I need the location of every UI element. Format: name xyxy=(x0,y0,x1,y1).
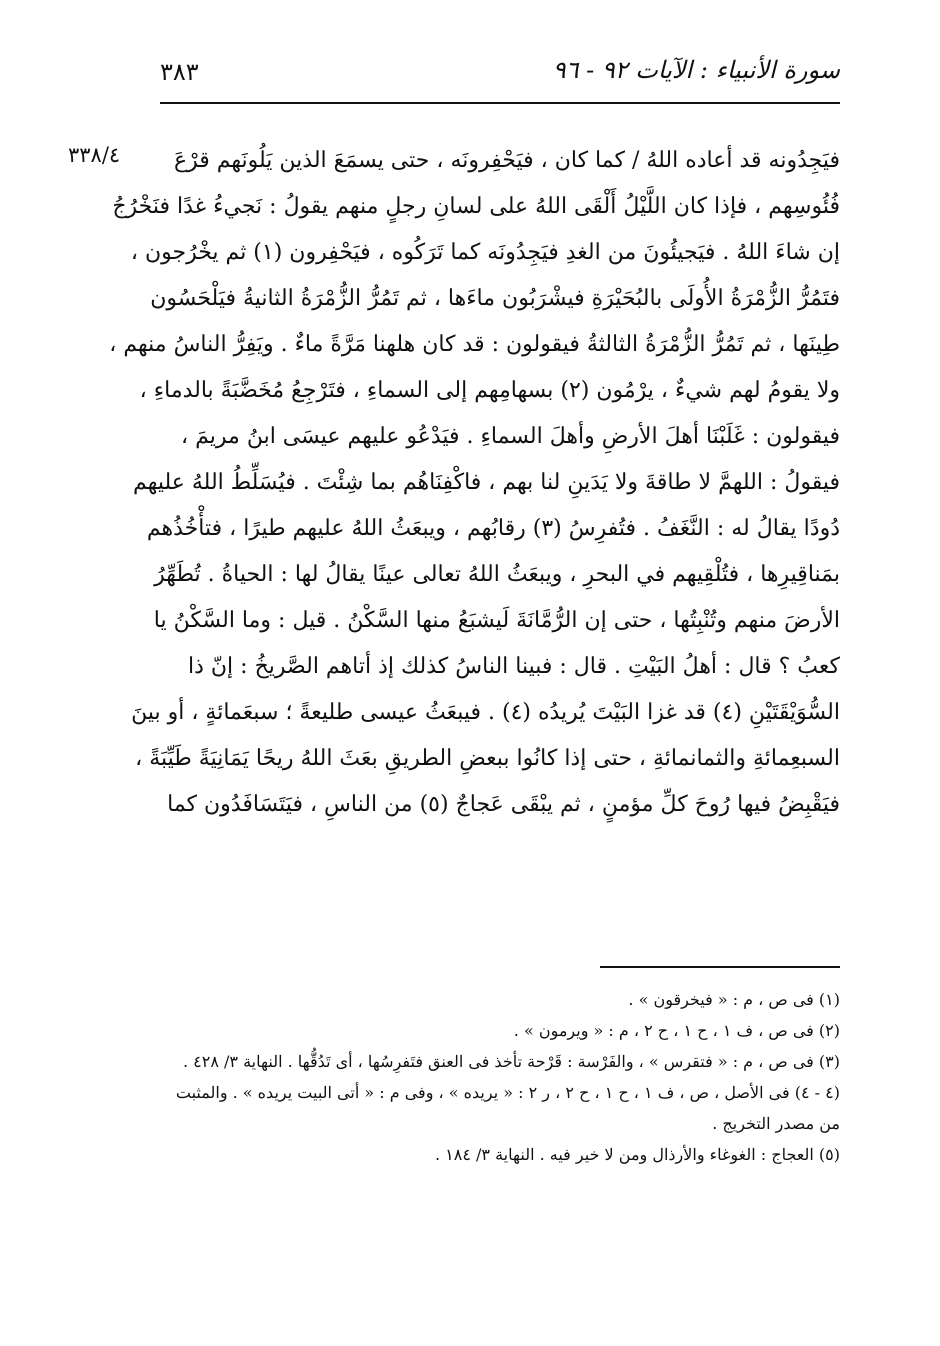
running-head: سورة الأنبياء : الآيات ٩٢ - ٩٦ xyxy=(552,56,840,84)
page-header xyxy=(160,52,840,98)
body-line: فُئُوسِهم ، فإذا كان اللَّيْلُ أَلْقَى اللهُ على لسانِ رجلٍ منهم يقولُ : نَجيءُ غدًا فنَخْرُجُ xyxy=(112,194,840,219)
footnotes xyxy=(160,984,840,1170)
body-line: فيقولُ : اللهمَّ لا طاقةَ ولا يَدَينِ لنا بهم ، فاكْفِنَاهُم بما شِئْتَ . فيُسَلِّطُ اللهُ عليهم xyxy=(133,470,840,495)
body-text xyxy=(109,138,840,828)
footnote-line: (١) فى ص ، م : « فيخرقون » . xyxy=(628,990,840,1009)
body-line: بمَناقِيرِها ، فتُلْقِيهم في البحرِ ، ويبعَثُ اللهُ تعالى عينًا يقالُ لها : الحياةُ . تُطَهِّرُ xyxy=(154,562,840,587)
footnote-line: (٤ - ٤) فى الأصل ، ص ، ف ١ ، ح ١ ، ح ٢ ، ر ٢ : « يريده » ، وفى م : « أتى البيت يريده » . والمثبت xyxy=(175,1083,840,1102)
body-line: السبعِمائةِ والثمانمائةِ ، حتى إذا كانُوا ببعضِ الطريقِ بعَثَ اللهُ ريحًا يَمَانِيَةً طَيِّبَةً ، xyxy=(135,746,840,771)
footnotes-rule xyxy=(600,966,840,968)
body-line: إن شاءَ اللهُ . فيَجيئُونَ من الغدِ فيَجِدُونَه كما تَرَكُوه ، فيَحْفِرون (١) ثم يخْرُجون ، xyxy=(130,240,840,265)
page-number: ٣٨٣ xyxy=(160,58,199,86)
footnote-line: (٢) فى ص ، ف ١ ، ح ١ ، ح ٢ ، م : « ويرمون » . xyxy=(513,1021,840,1040)
body-line: ولا يقومُ لهم شيءٌ ، يرْمُون (٢) بسهامِهم إلى السماءِ ، فتَرْجِعُ مُخَضَّبَةً بالدماءِ ، xyxy=(139,378,840,403)
body-line: كعبُ ؟ قال : أهلُ البَيْتِ . قال : فبينا الناسُ كذلك إذ أتاهم الصَّريخُ : إنّ ذا xyxy=(188,654,840,679)
footnote-line: (٥) العجاج : الغوغاء والأرذال ومن لا خير فيه . النهاية ٣/ ١٨٤ . xyxy=(434,1145,840,1164)
footnote-line: (٣) فى ص ، م : « فتقرس » ، والفَرْسة : قَرْحة تأخذ فى العنق فتَفرِسُها ، أى تَدُقُّها . النهاية ٣/ ٤٢٨ . xyxy=(182,1052,840,1071)
body-line: السُّوَيْقَتَيْنِ (٤) قد غزا البَيْتَ يُريدُه (٤) . فيبعَثُ عيسى طليعةً ؛ سبعَمائةٍ ، أو بينَ xyxy=(131,700,840,725)
body-line: فيَجِدُونه قد أعاده اللهُ / كما كان ، فيَحْفِرونَه ، حتى يسمَعَ الذين يَلُونَهم قرْعَ xyxy=(173,148,840,173)
body-line: طِينَها ، ثم تَمُرُّ الزُّمْرَةُ الثالثةُ فيقولون : قد كان هلهنا مَرَّةً ماءٌ . ويَفِرُّ الناسُ منهم ، xyxy=(109,332,840,357)
header-rule xyxy=(160,102,840,104)
body-line: فتَمُرُّ الزُّمْرَةُ الأُولَى بالبُحَيْرَةِ فيشْرَبُون ماءَها ، ثم تَمُرُّ الزُّمْرَةُ الثانيةُ فيَلْحَسُون xyxy=(150,286,840,311)
body-line: فيقولون : غَلَبْنَا أهلَ الأرضِ وأهلَ السماءِ . فيَدْعُو عليهم عيسَى ابنُ مريمَ ، xyxy=(181,424,840,449)
body-line: فيَقْبِضُ فيها رُوحَ كلِّ مؤمنٍ ، ثم يبْقَى عَجاجٌ (٥) من الناسِ ، فيَتَسَافَدُون كما xyxy=(167,792,840,817)
volume-page-reference: ٣٣٨/٤ xyxy=(68,143,121,167)
body-line: الأرضَ منهم وتُنْبِتُها ، حتى إن الرُّمَّانَةَ لَيشبَعُ منها السَّكْنُ . قيل : وما السَّكْنُ يا xyxy=(153,608,840,633)
body-line: دُودًا يقالُ له : النَّغَفُ . فتُفرِسُ (٣) رقابُهم ، ويبعَثُ اللهُ عليهم طيرًا ، فتأْخُذُهم xyxy=(146,516,840,541)
footnote-line: من مصدر التخريج . xyxy=(712,1114,840,1133)
